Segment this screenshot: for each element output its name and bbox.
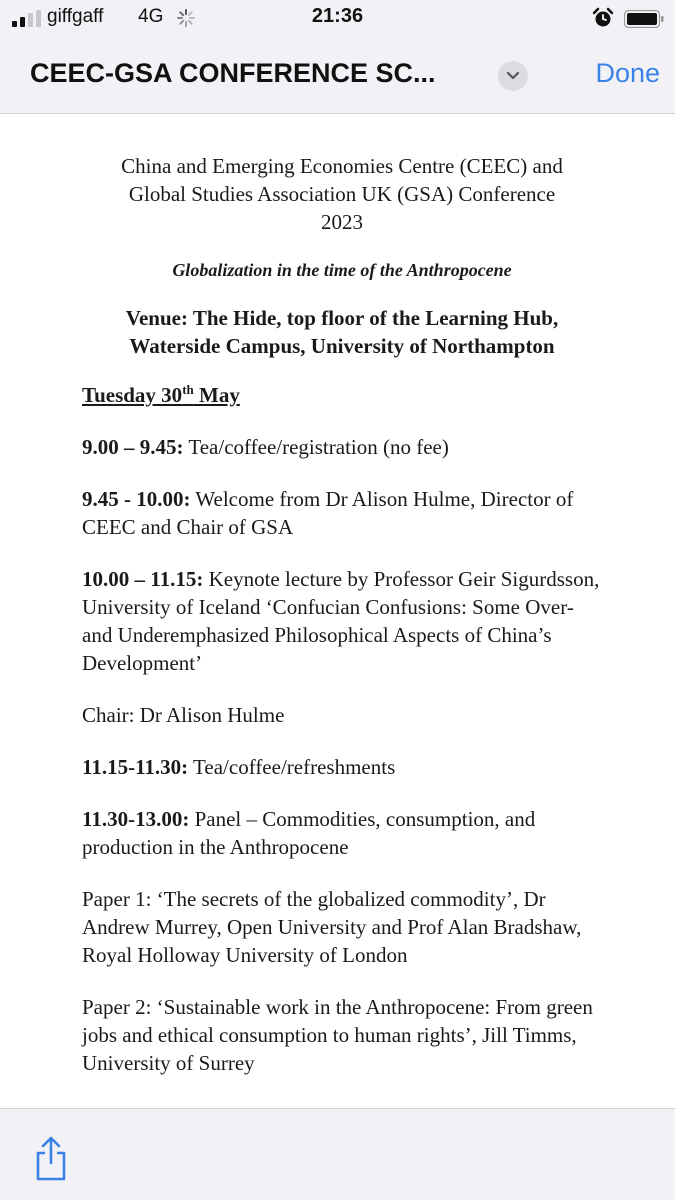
entry-text: Paper 1: ‘The secrets of the globalized commodity’, Dr Andrew Murrey, Open University and Prof Alan Bradshaw, Royal Holloway University of London bbox=[82, 887, 582, 967]
document-title: CEEC-GSA CONFERENCE SC... bbox=[30, 58, 436, 88]
share-icon[interactable] bbox=[33, 1135, 69, 1183]
schedule-entry bbox=[82, 885, 602, 969]
document-content bbox=[82, 152, 602, 1101]
heading-line: Global Studies Association UK (GSA) Conference bbox=[128, 182, 556, 206]
carrier-name: giffgaff bbox=[47, 6, 104, 27]
entry-text: Paper 2: ‘Sustainable work in the Anthropocene: From green jobs and ethical consumption to human rights’, Jill Timms, University of Surrey bbox=[82, 995, 593, 1075]
venue-line: Waterside Campus, University of Northampton bbox=[129, 334, 555, 358]
schedule-entry bbox=[82, 805, 602, 861]
schedule-entry bbox=[82, 565, 602, 677]
schedule-entry bbox=[82, 433, 602, 461]
conference-subtitle: Globalization in the time of the Anthropocene bbox=[172, 260, 512, 280]
entry-text: Tea/coffee/refreshments bbox=[188, 755, 396, 779]
alarm-icon bbox=[592, 7, 614, 29]
day-suffix-ordinal: th bbox=[182, 382, 194, 397]
network-type: 4G bbox=[138, 6, 164, 27]
done-button[interactable]: Done bbox=[595, 58, 660, 88]
heading-line: 2023 bbox=[321, 210, 363, 234]
day-month: May bbox=[193, 383, 240, 407]
entry-time: 9.00 – 9.45: bbox=[82, 435, 184, 459]
schedule-entry bbox=[82, 485, 602, 541]
venue-line: Venue: The Hide, top floor of the Learning Hub, bbox=[125, 306, 559, 330]
entry-text: Panel – Commodities, consumption, and production in the Anthropocene bbox=[82, 807, 536, 859]
entry-time: 11.30-13.00: bbox=[82, 807, 190, 831]
entry-text: Chair: Dr Alison Hulme bbox=[82, 703, 285, 727]
schedule-entry bbox=[82, 753, 602, 781]
chevron-down-icon bbox=[506, 70, 520, 82]
status-bar bbox=[0, 0, 675, 38]
clock: 21:36 bbox=[311, 5, 364, 27]
entry-text: Tea/coffee/registration (no fee) bbox=[183, 435, 449, 459]
battery-icon bbox=[624, 10, 664, 28]
schedule-entry bbox=[82, 701, 602, 729]
nav-bar bbox=[0, 38, 675, 114]
bottom-toolbar bbox=[0, 1108, 675, 1200]
day-prefix: Tuesday 30 bbox=[82, 383, 183, 407]
entry-time: 9.45 - 10.00: bbox=[82, 487, 191, 511]
entry-time: 11.15-11.30: bbox=[82, 755, 189, 779]
entry-text: Welcome from Dr Alison Hulme, Director of CEEC and Chair of GSA bbox=[82, 487, 574, 539]
day-heading bbox=[82, 381, 602, 409]
heading-line: China and Emerging Economies Centre (CEEC) and bbox=[121, 154, 563, 178]
title-menu-button[interactable] bbox=[498, 61, 528, 91]
venue bbox=[82, 304, 602, 360]
schedule-entry bbox=[82, 993, 602, 1077]
entry-text: Keynote lecture by Professor Geir Sigurdsson, University of Iceland ‘Confucian Confusions: Some Over- and Underemphasized Philosophical Aspects of China’s Development’ bbox=[82, 567, 600, 675]
conference-heading bbox=[82, 152, 602, 236]
entry-time: 10.00 – 11.15: bbox=[82, 567, 204, 591]
